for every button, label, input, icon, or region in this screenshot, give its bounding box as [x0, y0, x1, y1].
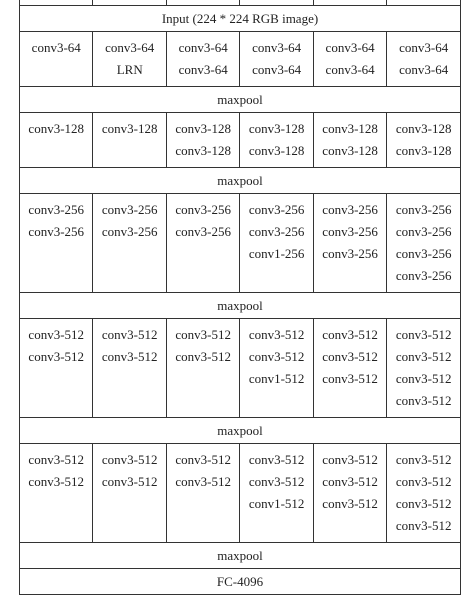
maxpool-row [20, 418, 461, 444]
layer-cell [20, 32, 93, 87]
layer-cell [313, 32, 386, 87]
layer-label: conv3-512 [175, 349, 231, 364]
layer-label: conv3-64 [325, 62, 375, 77]
layer-cell [20, 319, 93, 418]
layer-label: conv3-512 [101, 349, 158, 364]
layer-label: conv3-256 [322, 202, 378, 217]
layer-label: conv3-512 [28, 474, 85, 489]
layer-cell [20, 194, 93, 293]
layer-block-row [20, 113, 461, 168]
maxpool-label: maxpool [20, 168, 461, 194]
layer-label: conv3-64 [31, 40, 81, 55]
architecture-table-body [20, 0, 461, 595]
layer-cell [387, 113, 461, 168]
layer-cell [387, 32, 461, 87]
layer-cell [93, 194, 166, 293]
layer-label: conv3-128 [28, 121, 85, 136]
layer-label: conv3-512 [395, 349, 452, 364]
fc-row [20, 569, 461, 595]
layer-label: conv3-512 [322, 452, 378, 467]
layer-label: conv3-64 [252, 62, 302, 77]
layer-label: conv1-256 [248, 246, 305, 261]
layer-label: conv3-512 [28, 452, 85, 467]
maxpool-row [20, 87, 461, 113]
maxpool-label: maxpool [20, 418, 461, 444]
layer-label: conv3-256 [175, 224, 231, 239]
layer-cell [93, 32, 166, 87]
layer-block-row [20, 32, 461, 87]
layer-label: conv3-256 [395, 202, 452, 217]
layer-cell [240, 444, 313, 543]
maxpool-row [20, 168, 461, 194]
layer-label: conv3-512 [175, 452, 231, 467]
layer-cell [313, 444, 386, 543]
layer-label: conv3-64 [105, 40, 155, 55]
layer-label: conv3-256 [395, 268, 452, 283]
layer-label: conv3-512 [322, 349, 378, 364]
layer-label: conv3-512 [322, 496, 378, 511]
layer-label: conv3-256 [101, 224, 158, 239]
layer-cell [93, 319, 166, 418]
layer-label: conv3-128 [175, 121, 231, 136]
layer-label: conv3-256 [248, 224, 305, 239]
layer-cell [387, 319, 461, 418]
layer-cell [93, 444, 166, 543]
layer-label: conv3-128 [248, 143, 305, 158]
layer-label: conv3-512 [101, 452, 158, 467]
layer-label: conv3-512 [175, 327, 231, 342]
layer-cell [240, 319, 313, 418]
maxpool-label: maxpool [20, 293, 461, 319]
layer-label: conv3-512 [322, 371, 378, 386]
layer-cell [240, 194, 313, 293]
maxpool-label: maxpool [20, 87, 461, 113]
layer-cell [313, 319, 386, 418]
layer-label: conv3-512 [101, 474, 158, 489]
layer-cell [313, 194, 386, 293]
layer-label: conv1-512 [248, 496, 305, 511]
layer-label: conv3-512 [395, 452, 452, 467]
layer-label: conv3-256 [28, 202, 85, 217]
layer-cell [20, 444, 93, 543]
layer-label: conv3-128 [248, 121, 305, 136]
layer-label: conv3-512 [28, 327, 85, 342]
layer-label: conv3-512 [175, 474, 231, 489]
layer-label: conv3-256 [28, 224, 85, 239]
layer-label: conv3-512 [395, 393, 452, 408]
layer-label: conv1-512 [248, 371, 305, 386]
layer-cell [166, 444, 239, 543]
layer-label: conv3-512 [248, 452, 305, 467]
layer-label: conv3-256 [322, 246, 378, 261]
layer-label: conv3-128 [395, 143, 452, 158]
layer-cell [240, 32, 313, 87]
layer-cell [166, 319, 239, 418]
fc-label: FC-4096 [20, 569, 461, 595]
layer-label: conv3-64 [399, 40, 449, 55]
layer-label: conv3-128 [101, 121, 158, 136]
layer-label: conv3-256 [248, 202, 305, 217]
layer-label: conv3-128 [395, 121, 452, 136]
layer-cell [93, 113, 166, 168]
maxpool-row [20, 543, 461, 569]
layer-cell [313, 113, 386, 168]
layer-cell [166, 113, 239, 168]
layer-label: conv3-64 [399, 62, 449, 77]
layer-label: conv3-512 [395, 518, 452, 533]
layer-label: conv3-64 [325, 40, 375, 55]
layer-cell [20, 113, 93, 168]
maxpool-label: maxpool [20, 543, 461, 569]
layer-label: conv3-512 [395, 327, 452, 342]
layer-cell [240, 113, 313, 168]
layer-label: conv3-256 [395, 246, 452, 261]
layer-label: conv3-64 [252, 40, 302, 55]
layer-cell [166, 194, 239, 293]
layer-label: conv3-512 [322, 327, 378, 342]
layer-cell [166, 32, 239, 87]
layer-label: conv3-256 [175, 202, 231, 217]
layer-label: LRN [116, 62, 143, 77]
layer-label: conv3-128 [322, 143, 378, 158]
layer-label: conv3-512 [322, 474, 378, 489]
layer-label: conv3-512 [248, 327, 305, 342]
maxpool-row [20, 293, 461, 319]
layer-label: conv3-512 [28, 349, 85, 364]
layer-label: conv3-128 [175, 143, 231, 158]
layer-label: conv3-64 [178, 62, 228, 77]
architecture-table [19, 0, 461, 595]
input-label: Input (224 * 224 RGB image) [20, 6, 461, 32]
layer-label: conv3-512 [395, 371, 452, 386]
layer-label: conv3-256 [322, 224, 378, 239]
input-row [20, 6, 461, 32]
layer-label: conv3-512 [101, 327, 158, 342]
layer-label: conv3-512 [395, 474, 452, 489]
layer-label: conv3-128 [322, 121, 378, 136]
layer-label: conv3-512 [248, 474, 305, 489]
layer-label: conv3-64 [178, 40, 228, 55]
layer-block-row [20, 194, 461, 293]
layer-block-row [20, 444, 461, 543]
layer-label: conv3-512 [248, 349, 305, 364]
layer-label: conv3-512 [395, 496, 452, 511]
layer-cell [387, 444, 461, 543]
layer-block-row [20, 319, 461, 418]
layer-label: conv3-256 [395, 224, 452, 239]
layer-label: conv3-256 [101, 202, 158, 217]
layer-cell [387, 194, 461, 293]
